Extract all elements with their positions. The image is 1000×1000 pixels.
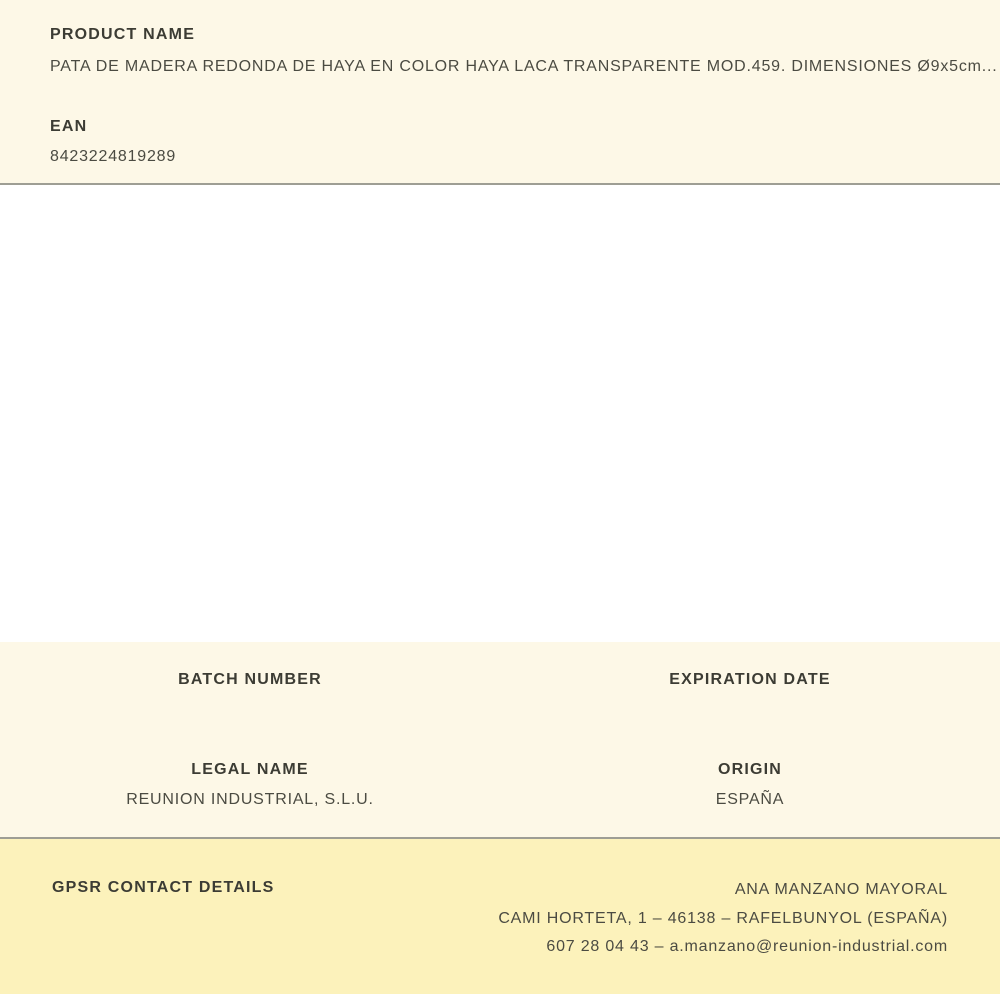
ean-label: EAN [50,118,88,135]
origin-field [500,761,1000,809]
product-name-value: PATA DE MADERA REDONDA DE HAYA EN COLOR HAYA LACA TRANSPARENTE MOD.459. DIMENSIONES Ø9x5cm... [50,58,998,75]
ean-value: 8423224819289 [50,148,177,165]
contact-person-name: ANA MANZANO MAYORAL [734,881,948,898]
gpsr-contact-details [498,839,948,994]
gpsr-contact-label: GPSR CONTACT DETAILS [52,879,275,896]
origin-label: ORIGIN [717,761,783,778]
expiration-date-field [500,671,1000,761]
product-header-section [0,0,1000,185]
origin-value: ESPAÑA [715,791,785,808]
legal-name-field [0,761,500,809]
product-image-area [0,185,1000,642]
batch-number-label: BATCH NUMBER [178,671,322,688]
contact-phone-email: 607 28 04 43 – a.manzano@reunion-industrial.com [546,938,948,955]
expiration-date-label: EXPIRATION DATE [669,671,831,688]
batch-number-field [0,671,500,761]
legal-name-label: LEGAL NAME [191,761,309,778]
gpsr-contact-section [0,839,1000,994]
contact-address: CAMI HORTETA, 1 – 46138 – RAFELBUNYOL (ESPAÑA) [498,909,948,927]
info-grid [0,671,1000,809]
product-name-label: PRODUCT NAME [50,26,196,43]
legal-name-value: REUNION INDUSTRIAL, S.L.U. [126,791,374,808]
product-info-section [0,642,1000,839]
